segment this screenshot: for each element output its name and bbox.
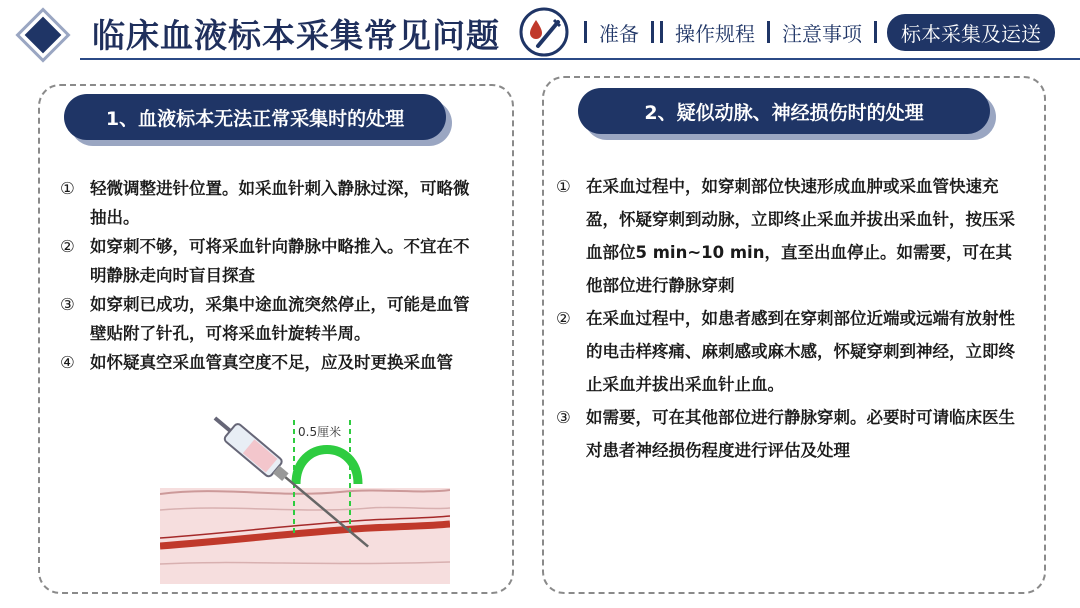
- list-item: ② 如穿刺不够，可将采血针向静脉中略推入。不宜在不明静脉走向时盲目探查: [60, 237, 470, 285]
- diamond-logo-icon: [14, 6, 72, 64]
- left-panel-list: [60, 174, 480, 377]
- nav-item-specimen-transport[interactable]: 标本采集及运送: [887, 14, 1055, 51]
- nav-item-procedure[interactable]: 操作规程: [675, 21, 755, 46]
- nav-separator: [874, 21, 877, 43]
- list-item: ② 在采血过程中，如患者感到在穿刺部位近端或远端有放射性的电击样疼痛、麻刺感或麻木感，怀疑穿刺到神经，立即终止采血并拔出采血针止血。: [556, 309, 1015, 394]
- needle-vein-illustration-icon: [160, 414, 450, 584]
- top-navigation: [578, 14, 1055, 50]
- page-title: 临床血液标本采集常见问题: [92, 16, 500, 55]
- left-panel-heading: 1、血液标本无法正常采集时的处理: [64, 94, 446, 140]
- header: [0, 0, 1080, 68]
- nav-item-precautions[interactable]: 注意事项: [782, 21, 862, 46]
- nav-item-prepare[interactable]: 准备: [599, 21, 639, 46]
- list-item: ③ 如穿刺已成功，采集中途血流突然停止，可能是血管壁贴附了针孔，可将采血针旋转半周。: [60, 295, 470, 343]
- nav-separator: [767, 21, 770, 43]
- nav-separator: [651, 21, 654, 43]
- header-divider: [80, 58, 1080, 60]
- nav-separator: [660, 21, 663, 43]
- measurement-label: 0.5厘米: [298, 425, 342, 439]
- list-item: ① 轻微调整进针位置。如采血针刺入静脉过深，可略微抽出。: [60, 179, 470, 227]
- right-panel-heading: 2、疑似动脉、神经损伤时的处理: [578, 88, 990, 134]
- list-item: ③ 如需要，可在其他部位进行静脉穿刺。必要时可请临床医生对患者神经损伤程度进行评估及处理: [556, 408, 1015, 460]
- right-panel-list: [556, 170, 1016, 467]
- blood-drop-syringe-icon: [518, 6, 570, 58]
- list-item: ① 在采血过程中，如穿刺部位快速形成血肿或采血管快速充盈，怀疑穿刺到动脉，立即终止采血并拔出采血针，按压采血部位5 min~10 min，直至出血停止。如需要，可在其他部位进行静脉穿刺: [556, 177, 1015, 295]
- list-item: ④ 如怀疑真空采血管真空度不足，应及时更换采血管: [60, 353, 453, 372]
- nav-separator: [584, 21, 587, 43]
